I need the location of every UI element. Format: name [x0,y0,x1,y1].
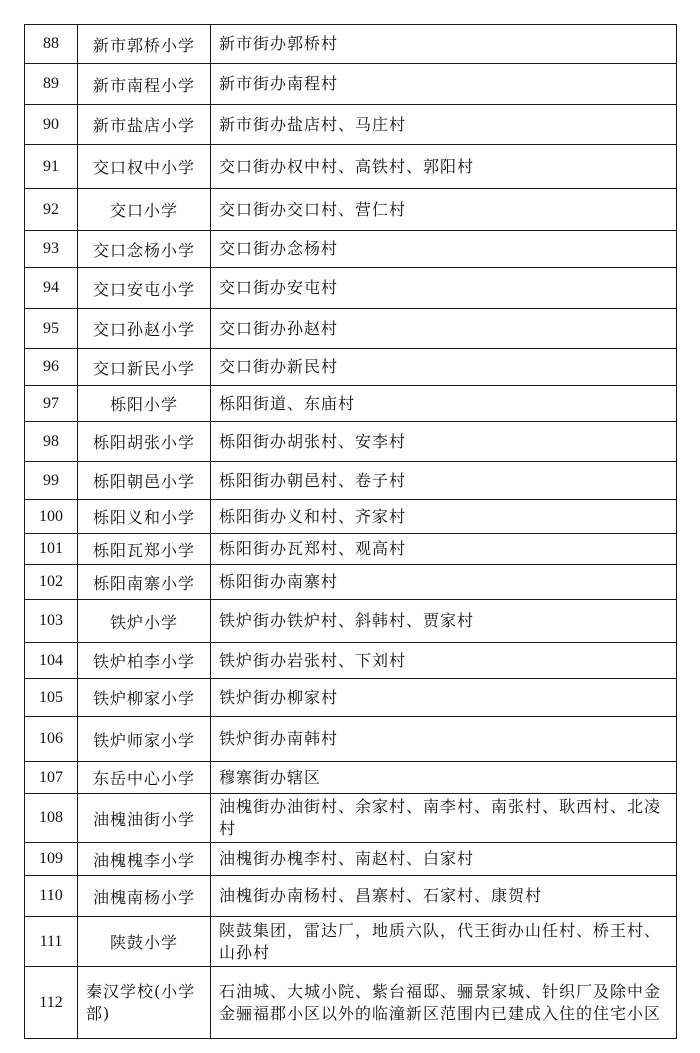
table-row [25,843,677,876]
service-area: 新市街办郭桥村 [211,25,677,64]
table-body [25,25,677,1039]
table-row [25,386,677,422]
school-name: 栎阳南寨小学 [78,565,211,600]
row-number: 93 [25,231,78,268]
row-number: 102 [25,565,78,600]
table-row [25,679,677,717]
service-area: 交口街办新民村 [211,349,677,386]
service-area: 栎阳街办义和村、齐家村 [211,500,677,534]
table-row [25,534,677,565]
row-number: 88 [25,25,78,64]
row-number: 106 [25,717,78,762]
row-number: 90 [25,105,78,145]
row-number: 108 [25,794,78,843]
school-name: 铁炉师家小学 [78,717,211,762]
row-number: 110 [25,876,78,917]
service-area: 新市街办盐店村、马庄村 [211,105,677,145]
service-area: 穆寨街办辖区 [211,762,677,794]
row-number: 104 [25,643,78,679]
service-area: 交口街办权中村、高铁村、郭阳村 [211,145,677,189]
school-name: 交口孙赵小学 [78,309,211,349]
row-number: 91 [25,145,78,189]
school-name: 油槐槐李小学 [78,843,211,876]
row-number: 94 [25,268,78,309]
service-area: 交口街办念杨村 [211,231,677,268]
row-number: 89 [25,64,78,105]
row-number: 105 [25,679,78,717]
school-name: 栎阳胡张小学 [78,422,211,462]
service-area: 栎阳街办胡张村、安李村 [211,422,677,462]
service-area: 铁炉街办柳家村 [211,679,677,717]
school-name: 新市郭桥小学 [78,25,211,64]
service-area: 铁炉街办岩张村、下刘村 [211,643,677,679]
school-district-table [24,24,677,1039]
service-area: 交口街办交口村、营仁村 [211,189,677,231]
table-row [25,422,677,462]
service-area: 陕鼓集团，雷达厂，地质六队，代王街办山任村、桥王村、山孙村 [211,917,677,967]
service-area: 铁炉街办铁炉村、斜韩村、贾家村 [211,600,677,643]
school-name: 秦汉学校(小学部) [78,967,211,1039]
service-area: 栎阳街道、东庙村 [211,386,677,422]
row-number: 103 [25,600,78,643]
service-area: 油槐街办油街村、余家村、南李村、南张村、耿西村、北凌村 [211,794,677,843]
row-number: 92 [25,189,78,231]
school-name: 油槐油街小学 [78,794,211,843]
service-area: 铁炉街办南韩村 [211,717,677,762]
table-row [25,189,677,231]
school-name: 栎阳朝邑小学 [78,462,211,500]
school-name: 铁炉小学 [78,600,211,643]
row-number: 97 [25,386,78,422]
row-number: 112 [25,967,78,1039]
school-name: 油槐南杨小学 [78,876,211,917]
row-number: 96 [25,349,78,386]
service-area: 新市街办南程村 [211,64,677,105]
school-name: 交口权中小学 [78,145,211,189]
table-row [25,600,677,643]
table-row [25,25,677,64]
table-row [25,462,677,500]
row-number: 101 [25,534,78,565]
table-row [25,309,677,349]
table-row [25,717,677,762]
school-name: 陕鼓小学 [78,917,211,967]
service-area: 栎阳街办南寨村 [211,565,677,600]
table-row [25,231,677,268]
school-name: 铁炉柳家小学 [78,679,211,717]
table-row [25,876,677,917]
table-row [25,643,677,679]
service-area: 交口街办安屯村 [211,268,677,309]
school-name: 栎阳瓦郑小学 [78,534,211,565]
table-row [25,917,677,967]
service-area: 油槐街办南杨村、昌寨村、石家村、康贺村 [211,876,677,917]
table-row [25,565,677,600]
table-row [25,762,677,794]
school-name: 铁炉柏李小学 [78,643,211,679]
service-area: 栎阳街办朝邑村、卷子村 [211,462,677,500]
school-name: 栎阳小学 [78,386,211,422]
row-number: 109 [25,843,78,876]
table-row [25,64,677,105]
row-number: 100 [25,500,78,534]
school-name: 交口新民小学 [78,349,211,386]
table-row [25,105,677,145]
table-row [25,145,677,189]
school-name: 新市盐店小学 [78,105,211,145]
service-area: 油槐街办槐李村、南赵村、白家村 [211,843,677,876]
school-name: 交口安屯小学 [78,268,211,309]
row-number: 98 [25,422,78,462]
table-row [25,500,677,534]
table-row [25,794,677,843]
service-area: 石油城、大城小院、紫台福邸、骊景家城、针织厂及除中金金骊福郡小区以外的临潼新区范围内已建成入住的住宅小区 [211,967,677,1039]
row-number: 95 [25,309,78,349]
row-number: 107 [25,762,78,794]
school-name: 新市南程小学 [78,64,211,105]
service-area: 交口街办孙赵村 [211,309,677,349]
table-row [25,349,677,386]
school-name: 栎阳义和小学 [78,500,211,534]
school-name: 交口小学 [78,189,211,231]
school-name: 东岳中心小学 [78,762,211,794]
table-row [25,268,677,309]
table-row [25,967,677,1039]
school-name: 交口念杨小学 [78,231,211,268]
service-area: 栎阳街办瓦郑村、观高村 [211,534,677,565]
row-number: 99 [25,462,78,500]
row-number: 111 [25,917,78,967]
